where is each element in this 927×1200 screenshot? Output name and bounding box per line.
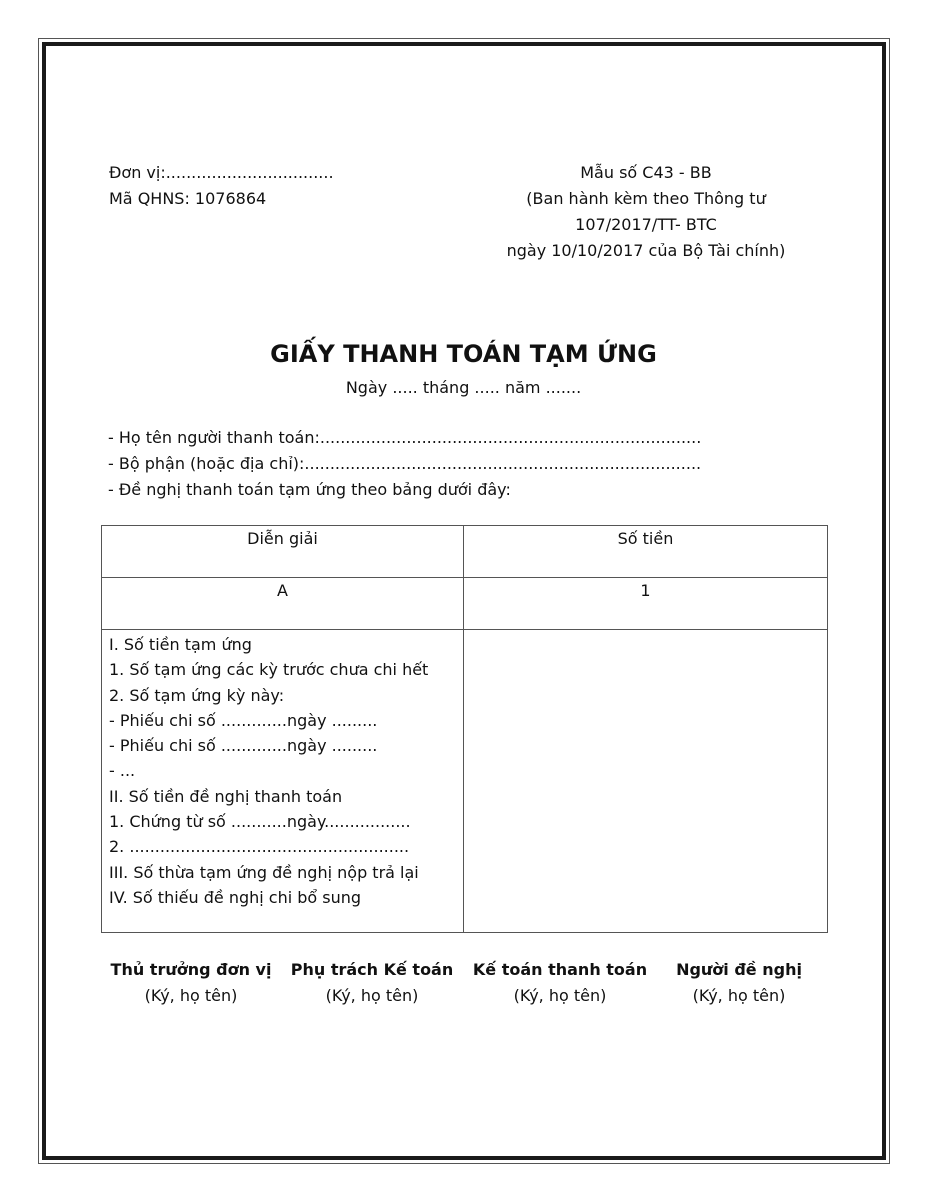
unit-field: Đơn vị:................................. — [109, 163, 334, 182]
line-deficit-supplement: IV. Số thiếu đề nghị chi bổ sung — [109, 887, 362, 907]
description-cell — [102, 630, 464, 933]
signature-payment-accountant — [468, 957, 652, 1009]
issued-by-line-1: (Ban hành kèm theo Thông tư — [526, 189, 766, 208]
payer-name-field: - Họ tên người thanh toán:........................................................................... — [108, 428, 702, 447]
request-statement: - Đề nghị thanh toán tạm ứng theo bảng dưới đây: — [108, 480, 511, 499]
header-description: Diễn giải — [102, 526, 464, 578]
signature-requester — [664, 957, 814, 1009]
signature-note: (Ký, họ tên) — [513, 986, 607, 1005]
code-a: A — [102, 578, 464, 630]
line-previous-unspent: 1. Số tạm ứng các kỳ trước chưa chi hết — [109, 660, 429, 680]
line-voucher-2: - Phiếu chi số .............ngày ......... — [109, 736, 378, 756]
line-surplus-return: III. Số thừa tạm ứng đề nghị nộp trả lại — [109, 862, 419, 882]
signature-role: Thủ trưởng đơn vị — [110, 960, 272, 979]
amount-cell — [464, 630, 828, 933]
line-advance-total: I. Số tiền tạm ứng — [109, 635, 252, 654]
signature-role: Phụ trách Kế toán — [290, 960, 454, 979]
signature-note: (Ký, họ tên) — [692, 986, 786, 1005]
form-number: Mẫu số C43 - BB — [580, 163, 712, 182]
header-amount: Số tiền — [464, 526, 828, 578]
issued-by-line-2: 107/2017/TT- BTC — [575, 215, 717, 234]
signature-head-of-unit — [106, 957, 276, 1009]
header-right — [487, 160, 805, 264]
qhns-code: Mã QHNS: 1076864 — [109, 189, 267, 208]
date-line: Ngày ..... tháng ..... năm ....... — [345, 378, 582, 397]
signature-note: (Ký, họ tên) — [144, 986, 238, 1005]
header-left — [109, 160, 334, 212]
settlement-table — [101, 525, 828, 933]
signature-chief-accountant — [287, 957, 457, 1009]
line-requested-payment: II. Số tiền đề nghị thanh toán — [109, 786, 343, 806]
line-voucher-1: - Phiếu chi số .............ngày ......... — [109, 710, 378, 730]
issued-by-line-3: ngày 10/10/2017 của Bộ Tài chính) — [506, 241, 786, 260]
line-document-2: 2. ....................................................... — [109, 837, 410, 857]
info-section — [108, 425, 701, 503]
line-current-advance: 2. Số tạm ứng kỳ này: — [109, 685, 285, 705]
line-etc: - ... — [109, 761, 136, 781]
department-field: - Bộ phận (hoặc địa chỉ):.............................................................................. — [108, 454, 702, 473]
signature-role: Kế toán thanh toán — [472, 960, 648, 979]
table-code-row — [102, 578, 828, 630]
line-document-1: 1. Chứng từ số ...........ngày................. — [109, 812, 411, 832]
signature-note: (Ký, họ tên) — [325, 986, 419, 1005]
signature-role: Người đề nghị — [676, 960, 802, 979]
code-1: 1 — [464, 578, 828, 630]
table-header-row — [102, 526, 828, 578]
table-body-row — [102, 630, 828, 933]
document-title: GIẤY THANH TOÁN TẠM ỨNG — [270, 340, 657, 368]
